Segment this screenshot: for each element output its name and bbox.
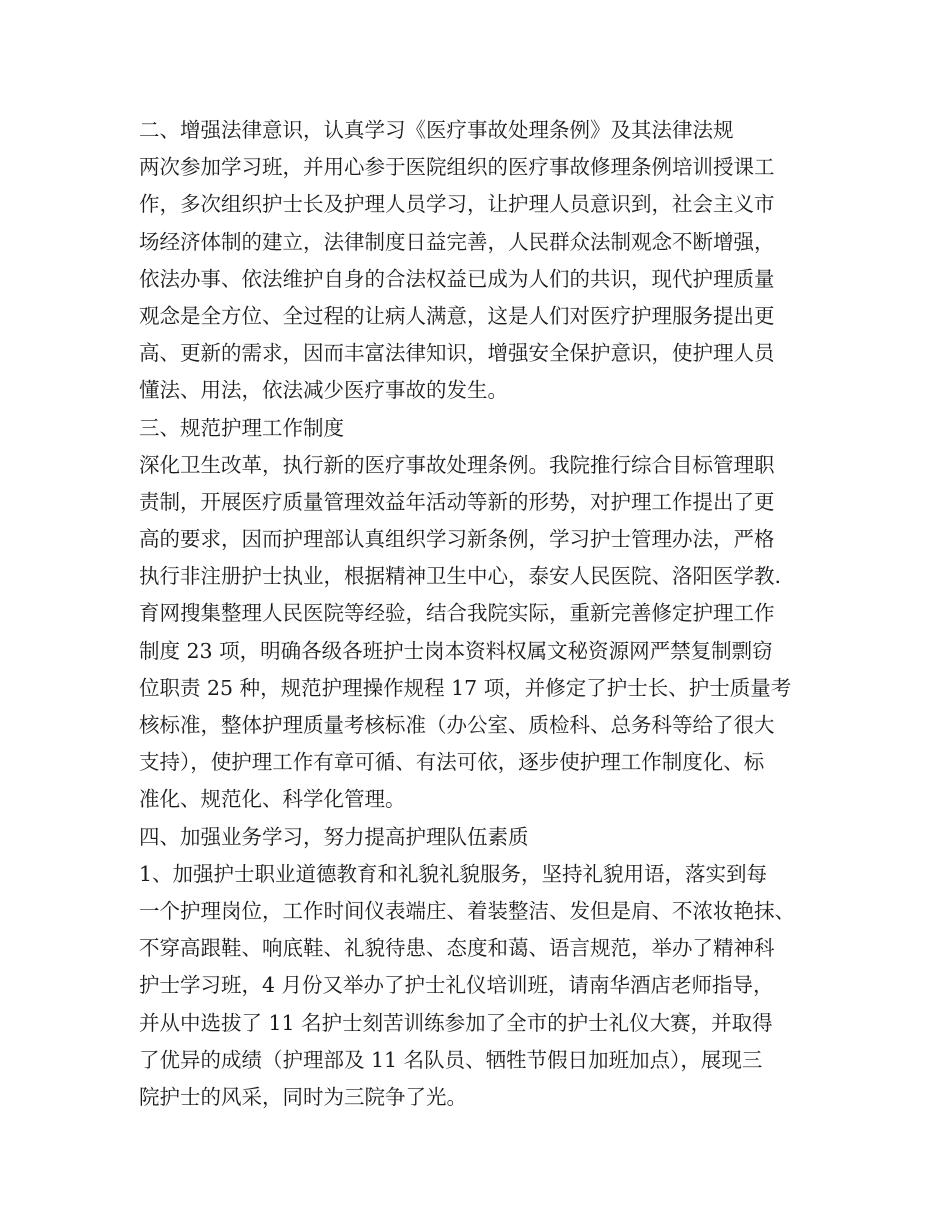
heading-section-4: 四、加强业务学习，努力提高护理队伍素质	[139, 824, 529, 849]
paragraph-line: 位职责 25 种，规范护理操作规程 17 项，并修定了护士长、护士质量考	[139, 675, 792, 700]
paragraph-line: 并从中选拔了 11 名护士刻苦训练参加了全市的护士礼仪大赛，并取得	[139, 1010, 773, 1035]
heading-section-3: 三、规范护理工作制度	[139, 415, 344, 440]
paragraph-line: 依法办事、依法维护自身的合法权益已成为人们的共识，现代护理质量	[139, 266, 775, 291]
paragraph-line: 责制，开展医疗质量管理效益年活动等新的形势，对护理工作提出了更	[139, 489, 775, 514]
paragraph-line: 场经济体制的建立，法律制度日益完善，人民群众法制观念不断增强，	[139, 229, 775, 254]
paragraph-line: 深化卫生改革，执行新的医疗事故处理条例。我院推行综合目标管理职	[139, 452, 775, 477]
paragraph-line: 院护士的风采，同时为三院争了光。	[139, 1084, 467, 1109]
paragraph-line: 观念是全方位、全过程的让病人满意，这是人们对医疗护理服务提出更	[139, 303, 775, 328]
paragraph-line: 两次参加学习班，并用心参于医院组织的医疗事故修理条例培训授课工	[139, 155, 775, 180]
paragraph-line: 一个护理岗位，工作时间仪表端庄、着装整洁、发但是肩、不浓妆艳抹、	[139, 898, 795, 923]
paragraph-line: 不穿高跟鞋、响底鞋、礼貌待患、态度和蔼、语言规范，举办了精神科	[139, 936, 775, 961]
paragraph-line: 高、更新的需求，因而丰富法律知识，增强安全保护意识，使护理人员	[139, 341, 775, 366]
paragraph-line: 1、加强护士职业道德教育和礼貌礼貌服务，坚持礼貌用语，落实到每	[139, 861, 768, 886]
paragraph-line: 制度 23 项，明确各级各班护士岗本资料权属文秘资源网严禁复制剽窃	[139, 638, 773, 663]
paragraph-line: 作，多次组织护士长及护理人员学习，让护理人员意识到，社会主义市	[139, 192, 775, 217]
paragraph-line: 支持），使护理工作有章可循、有法可依，逐步使护理工作制度化、标	[139, 750, 765, 775]
heading-section-2: 二、增强法律意识，认真学习《医疗事故处理条例》及其法律法规	[139, 118, 734, 142]
paragraph-line: 了优异的成绩（护理部及 11 名队员、牺牲节假日加班加点），展现三	[139, 1047, 763, 1072]
paragraph-line: 育网搜集整理人民医院等经验，结合我院实际，重新完善修定护理工作	[139, 601, 775, 626]
paragraph-line: 准化、规范化、科学化管理。	[139, 787, 406, 812]
paragraph-line: 护士学习班，4 月份又举办了护士礼仪培训班，请南华酒店老师指导，	[139, 973, 774, 998]
paragraph-line: 高的要求，因而护理部认真组织学习新条例，学习护士管理办法，严格	[139, 527, 775, 552]
document-body	[139, 112, 829, 1116]
paragraph-line: 核标准，整体护理质量考核标准（办公室、质检科、总务科等给了很大	[139, 713, 775, 737]
paragraph-line: 执行非注册护士执业，根据精神卫生中心，泰安人民医院、洛阳医学教.	[139, 564, 782, 589]
paragraph-line: 懂法、用法，依法减少医疗事故的发生。	[139, 378, 508, 403]
